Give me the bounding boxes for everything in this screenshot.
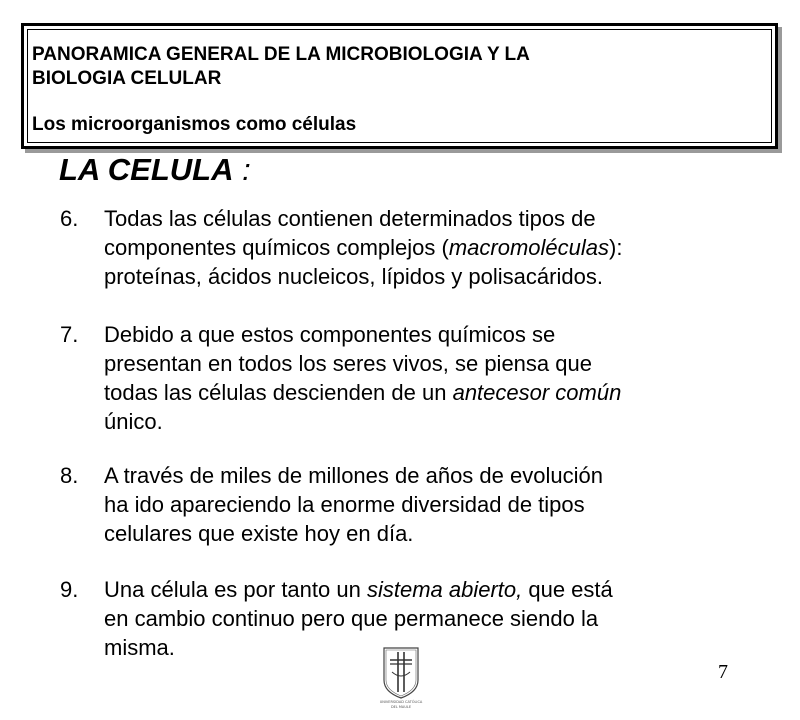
slide-title-colon: : <box>233 152 251 187</box>
text-line: presentan en todos los seres vivos, se piensa que <box>104 351 592 376</box>
text-line: A través de miles de millones de años de evolución <box>104 463 603 488</box>
header-subtitle: Los microorganismos como células <box>32 114 357 135</box>
text-line: único. <box>104 409 163 434</box>
header-line-2: BIOLOGIA CELULAR <box>32 68 222 89</box>
text-line <box>104 378 621 407</box>
text-line: ha ido apareciendo la enorme diversidad de tipos <box>104 492 585 517</box>
list-item-text <box>104 461 603 548</box>
text-line: Todas las células contienen determinados tipos de <box>104 206 596 231</box>
text-line: proteínas, ácidos nucleicos, lípidos y polisacáridos. <box>104 264 603 289</box>
slide-title <box>59 150 251 190</box>
header-line-1: PANORAMICA GENERAL DE LA MICROBIOLOGIA Y LA <box>32 44 530 65</box>
list-item-text <box>104 575 613 662</box>
logo-text: DEL MAULE <box>390 705 412 709</box>
list-item-number: 7. <box>60 322 79 347</box>
list-item-number: 9. <box>60 577 79 602</box>
text-line <box>104 575 613 604</box>
text-line <box>104 233 622 262</box>
list-item-number: 8. <box>60 463 79 488</box>
text-segment: componentes químicos complejos ( <box>104 235 449 260</box>
page-number: 7 <box>718 661 728 683</box>
emphasis-term: macromoléculas <box>448 235 609 260</box>
slide-title-text: LA CELULA <box>59 152 234 187</box>
logo-text: UNIVERSIDAD CATÓLICA <box>379 700 423 704</box>
text-line: misma. <box>104 635 175 660</box>
text-segment: todas las células descienden de un <box>104 380 453 405</box>
university-logo-icon <box>379 644 423 712</box>
list-item-number: 6. <box>60 206 79 231</box>
emphasis-term: sistema abierto, <box>366 577 523 602</box>
list-item-text <box>104 320 621 436</box>
text-line: celulares que existe hoy en día. <box>104 521 414 546</box>
text-segment: que está <box>522 577 613 602</box>
header-box <box>21 23 778 149</box>
list-item-text <box>104 204 622 291</box>
text-segment: ): <box>609 235 623 260</box>
text-line: Debido a que estos componentes químicos se <box>104 322 556 347</box>
text-line: en cambio continuo pero que permanece siendo la <box>104 606 599 631</box>
text-segment: Una célula es por tanto un <box>104 577 367 602</box>
emphasis-term: antecesor común <box>452 380 622 405</box>
